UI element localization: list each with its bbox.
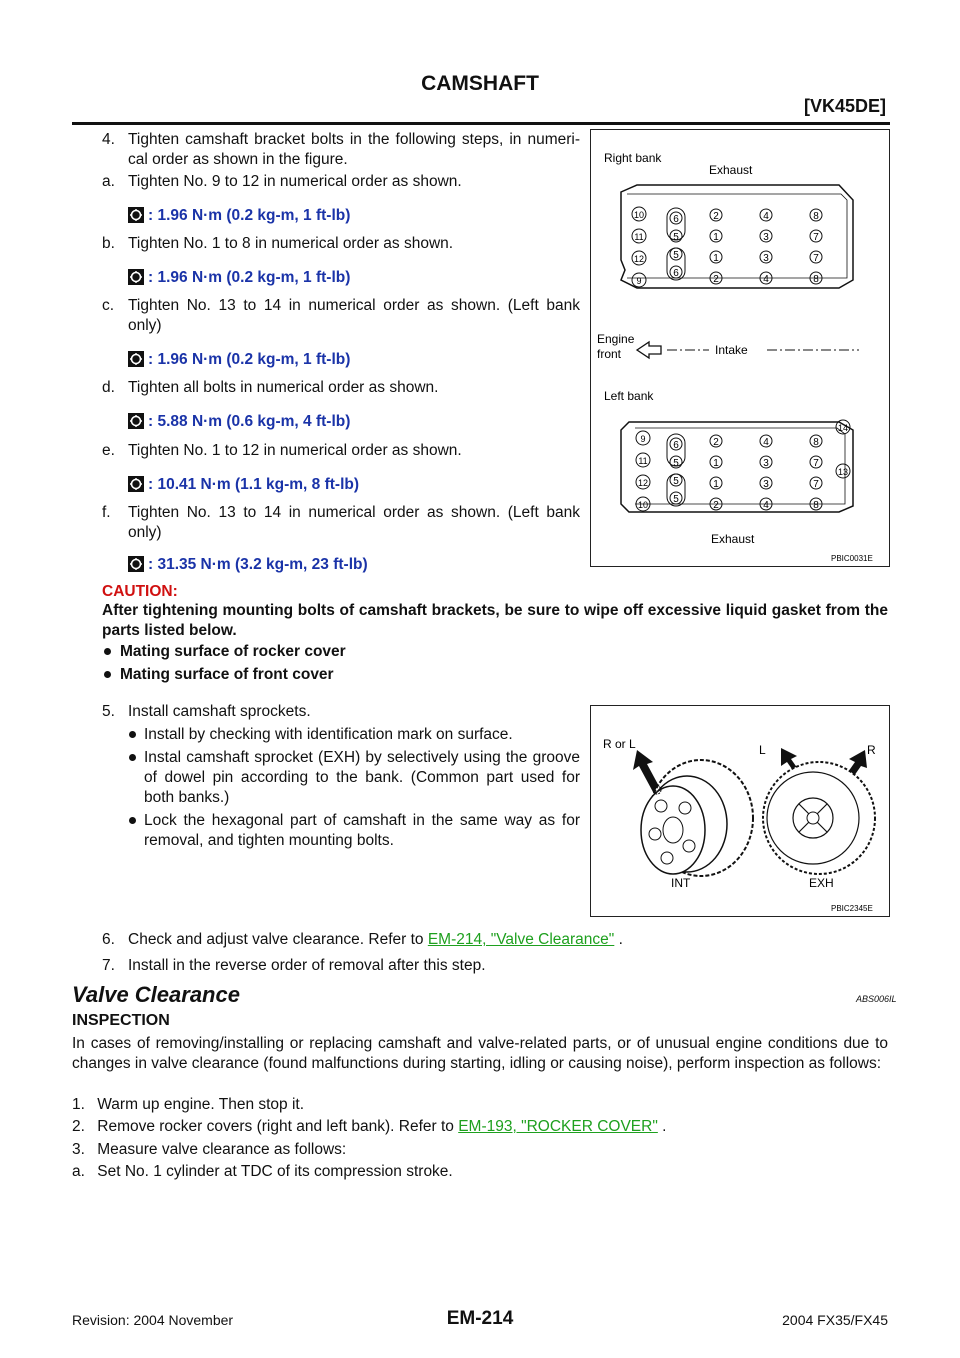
front-arrow-icon (637, 342, 661, 358)
step-text: Tighten all bolts in numerical order as shown. (128, 379, 439, 396)
sprocket-figure (590, 705, 890, 917)
inspection-step-1 (72, 1095, 304, 1115)
caution-label: CAUTION: (102, 583, 178, 600)
bolt-number: 7 (813, 232, 819, 243)
step-text: Tighten No. 13 to 14 in numerical order as shown. (Left bank only) (128, 504, 580, 541)
step-text: Set No. 1 cylinder at TDC of its compression stroke. (97, 1163, 453, 1180)
fig-r-or-l-label: R or L (603, 737, 636, 751)
torque-value: : 1.96 N·m (0.2 kg-m, 1 ft-lb) (148, 207, 351, 224)
step-number: 5. (102, 703, 115, 720)
header-rule (72, 122, 890, 125)
torque-spec-c (128, 350, 350, 370)
fig-exhaust-bottom-label: Exhaust (711, 532, 755, 546)
footer-page-number: EM-214 (446, 1308, 514, 1329)
rocker-cover-link[interactable]: EM-193, "ROCKER COVER" (458, 1118, 658, 1135)
step-number: 1. (72, 1096, 85, 1113)
bolt-number: 11 (634, 232, 644, 242)
bolt-number: 4 (763, 437, 769, 448)
caution-item: Mating surface of front cover (120, 666, 334, 683)
bolt-sequence-figure (590, 129, 890, 567)
torque-wrench-icon (128, 269, 144, 285)
caution-text: After tightening mounting bolts of camshaft brackets, be sure to wipe off excessive liquid gasket from the parts listed below. (102, 602, 888, 639)
step-number: 7. (102, 957, 115, 974)
step-text: Tighten No. 1 to 8 in numerical order as shown. (128, 235, 454, 252)
bolt-number: 7 (813, 479, 819, 490)
inspection-step-3a (72, 1162, 453, 1182)
fig-left-bank-label: Left bank (604, 389, 654, 403)
bolt-number: 6 (673, 268, 679, 279)
bolt-number: 2 (713, 500, 719, 511)
bolt-number: 13 (837, 467, 849, 477)
torque-spec-b (128, 268, 350, 288)
step-text-part: . (614, 931, 623, 948)
step-text: Tighten No. 13 to 14 in numerical order as shown. (Left bank only) (128, 297, 580, 334)
bolt-number: 4 (763, 211, 769, 222)
step-number: c. (102, 297, 115, 314)
step5-bullet: Instal camshaft sprocket (EXH) by selectively using the groove of dowel pin according to the bank. (Common part used for both banks.) (144, 749, 580, 806)
bolt-number: 3 (763, 253, 769, 264)
step-text: Install camshaft sprockets. (128, 703, 311, 720)
step-number: 6. (102, 931, 115, 948)
bolt-number: 3 (763, 232, 769, 243)
bolt-number: 7 (813, 458, 819, 469)
rb-outer-bolts (632, 207, 646, 287)
bolt-number: 11 (638, 456, 648, 466)
step-text: Tighten No. 1 to 12 in numerical order as shown. (128, 442, 462, 459)
inspection-intro: In cases of removing/installing or replacing camshaft and valve-related parts, or of unusual engine conditions due to changes in valve clearance (found malfunctions during starting, idling or causing noise), perform inspection as follows: (72, 1035, 888, 1072)
step-text: Warm up engine. Then stop it. (97, 1096, 305, 1113)
section-code: ABS006IL (856, 994, 897, 1004)
inspection-step-2 (72, 1117, 666, 1137)
torque-value: : 1.96 N·m (0.2 kg-m, 1 ft-lb) (148, 269, 351, 286)
fig-right-bank-label: Right bank (604, 151, 662, 165)
bolt-number: 14 (837, 423, 849, 433)
bolt-number: 1 (713, 458, 719, 469)
bolt-number: 5 (673, 494, 679, 505)
torque-spec-d (128, 412, 350, 432)
fig-exh-label: EXH (809, 876, 834, 890)
bolt-number: 3 (763, 458, 769, 469)
torque-spec-e (128, 475, 359, 495)
int-sprocket (641, 760, 753, 876)
exh-sprocket (763, 762, 875, 874)
bolt-number: 9 (636, 276, 642, 286)
step-text: . (657, 1118, 667, 1135)
bullet-icon (129, 817, 136, 824)
bolt-number: 7 (813, 253, 819, 264)
bolt-number: 10 (633, 210, 645, 220)
torque-value: : 31.35 N·m (3.2 kg-m, 23 ft-lb) (148, 556, 368, 573)
torque-value: : 1.96 N·m (0.2 kg-m, 1 ft-lb) (148, 351, 351, 368)
bullet-icon (104, 648, 111, 655)
bullet-icon (129, 754, 136, 761)
torque-wrench-icon (128, 413, 144, 429)
bolt-number: 5 (673, 476, 679, 487)
caution-item: Mating surface of rocker cover (120, 643, 346, 660)
torque-wrench-icon (128, 476, 144, 492)
sprocket-diagram (591, 706, 889, 916)
bolt-number: 1 (713, 253, 719, 264)
step-text: Install in the reverse order of removal after this step. (128, 957, 486, 974)
bolt-number: 8 (813, 437, 819, 448)
step-number: 3. (72, 1141, 85, 1158)
inspection-step-3 (72, 1140, 346, 1160)
step-text: Tighten No. 9 to 12 in numerical order as shown. (128, 173, 462, 190)
torque-spec-f (128, 555, 368, 575)
bolt-number: 12 (637, 478, 649, 488)
step-number: 4. (102, 131, 115, 148)
bullet-icon (104, 671, 111, 678)
bolt-number: 12 (633, 254, 645, 264)
page-title: CAMSHAFT (421, 72, 539, 95)
bolt-number: 2 (713, 211, 719, 222)
bolt-number: 8 (813, 274, 819, 285)
valve-clearance-link[interactable]: EM-214, "Valve Clearance" (427, 931, 615, 948)
bolt-number: 2 (713, 437, 719, 448)
bolt-number: 8 (813, 211, 819, 222)
step-number: a. (102, 173, 115, 190)
bolt-number: 9 (640, 434, 646, 444)
fig-int-label: INT (671, 876, 691, 890)
bolt-number: 5 (673, 458, 679, 469)
engine-code: [VK45DE] (803, 96, 886, 116)
step-number: a. (72, 1163, 85, 1180)
subsection-title: INSPECTION (72, 1012, 170, 1029)
fig-intake-label: Intake (715, 343, 748, 357)
torque-wrench-icon (128, 556, 144, 572)
step5-bullet: Lock the hexagonal part of camshaft in the same way as for removal, and tighten mounting bolts. (144, 812, 580, 849)
torque-wrench-icon (128, 207, 144, 223)
step-number: d. (102, 379, 115, 396)
step-number: e. (102, 442, 115, 459)
bolt-number: 10 (637, 500, 649, 510)
figure-code: PBIC0031E (831, 554, 873, 563)
bolt-number: 2 (713, 274, 719, 285)
step-number: 2. (72, 1118, 85, 1135)
torque-value: : 10.41 N·m (1.1 kg-m, 8 ft-lb) (148, 476, 360, 493)
bolt-number: 1 (713, 479, 719, 490)
step-text-part: Check and adjust valve clearance. Refer to (128, 931, 428, 948)
fig-engine-front-label: front (597, 347, 622, 361)
torque-wrench-icon (128, 351, 144, 367)
fig-l-label: L (759, 743, 766, 757)
fig-exhaust-top-label: Exhaust (709, 163, 753, 177)
bolt-number: 5 (673, 250, 679, 261)
step-text (128, 930, 888, 950)
figure-code: PBIC2345E (831, 904, 873, 913)
bolt-number: 5 (673, 232, 679, 243)
section-title: Valve Clearance (72, 982, 240, 1007)
bolt-number: 1 (713, 232, 719, 243)
fig-r-label: R (867, 743, 876, 757)
bolt-sequence-diagram (591, 130, 889, 566)
step5-bullet: Install by checking with identification mark on surface. (144, 726, 513, 743)
torque-spec-a (128, 206, 350, 226)
footer-model: 2004 FX35/FX45 (782, 1312, 888, 1328)
step-text: Measure valve clearance as follows: (97, 1141, 347, 1158)
bolt-number: 6 (673, 440, 679, 451)
bolt-number: 8 (813, 500, 819, 511)
step-text: Tighten camshaft bracket bolts in the following steps, in numeri- cal order as shown in the figure. (128, 131, 580, 168)
step-number: f. (102, 504, 111, 521)
bolt-number: 3 (763, 479, 769, 490)
bolt-number: 4 (763, 500, 769, 511)
bolt-number: 6 (673, 214, 679, 225)
step-text: Remove rocker covers (right and left bank). Refer to (97, 1118, 459, 1135)
step-number: b. (102, 235, 115, 252)
bullet-icon (129, 731, 136, 738)
bolt-number: 4 (763, 274, 769, 285)
torque-value: : 5.88 N·m (0.6 kg-m, 4 ft-lb) (148, 413, 351, 430)
footer-revision: Revision: 2004 November (72, 1312, 234, 1328)
fig-engine-front-label: Engine (597, 332, 635, 346)
